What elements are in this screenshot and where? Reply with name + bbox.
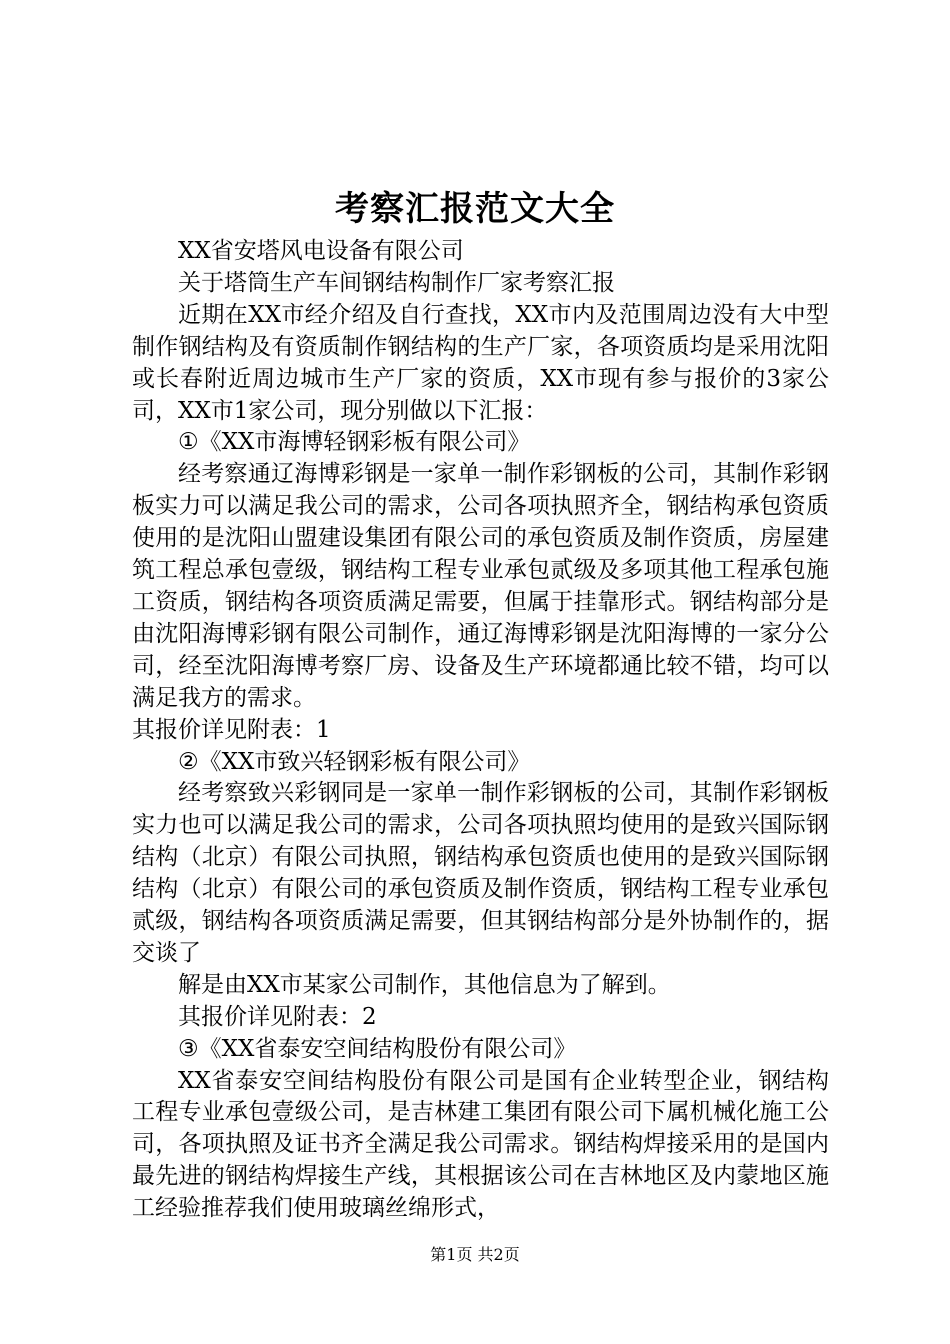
paragraph-body-1: 经考察通辽海博彩钢是一家单一制作彩钢板的公司，其制作彩钢板实力可以满足我公司的需求，公司各项执照齐全，钢结构承包资质使用的是沈阳山盟建设集团有限公司的承包资质及制作资质，房屋建筑工程总承包壹级，钢结构工程专业承包贰级及多项其他工程承包施工资质，钢结构各项资质满足需要，但属于挂靠形式。钢结构部分是由沈阳海博彩钢有限公司制作，通辽海博彩钢是沈阳海博的一家分公司，经至沈阳海博考察厂房、设备及生产环境都通比较不错，均可以满足我方的需求。 xyxy=(132,461,829,711)
paragraph-quote-ref-1: 其报价详见附表：1 xyxy=(132,716,331,743)
paragraph-quote-ref-2: 其报价详见附表：2 xyxy=(178,1003,377,1030)
paragraph-intro: 近期在XX市经介绍及自行查找，XX市内及范围周边没有大中型制作钢结构及有资质制作钢结构的生产厂家，各项资质均是采用沈阳或长春附近周边城市生产厂家的资质，XX市现有参与报价的3家公司，XX市1家公司，现分别做以下汇报： xyxy=(132,301,829,424)
document-title: 考察汇报范文大全 xyxy=(335,189,615,229)
paragraph-body-2-cont: 解是由XX市某家公司制作，其他信息为了解到。 xyxy=(178,971,671,998)
paragraph-body-2: 经考察致兴彩钢同是一家单一制作彩钢板的公司，其制作彩钢板实力也可以满足我公司的需求，公司各项执照均使用的是致兴国际钢结构（北京）有限公司执照，钢结构承包资质也使用的是致兴国际钢结构（北京）有限公司的承包资质及制作资质，钢结构工程专业承包贰级，钢结构各项资质满足需要，但其钢结构部分是外协制作的，据交谈了 xyxy=(132,780,829,966)
paragraph-heading-1: ①《XX市海博轻钢彩板有限公司》 xyxy=(178,429,531,456)
paragraph-heading-3: ③《XX省泰安空间结构股份有限公司》 xyxy=(178,1035,577,1062)
paragraph-report-subject: 关于塔筒生产车间钢结构制作厂家考察汇报 xyxy=(178,269,615,296)
paragraph-company: XX省安塔风电设备有限公司 xyxy=(178,238,464,264)
document-body xyxy=(132,236,829,1225)
paragraph-heading-2: ②《XX市致兴轻钢彩板有限公司》 xyxy=(178,748,531,775)
paragraph-body-3: XX省泰安空间结构股份有限公司是国有企业转型企业，钢结构工程专业承包壹级公司，是吉林建工集团有限公司下属机械化施工公司，各项执照及证书齐全满足我公司需求。钢结构焊接采用的是国内最先进的钢结构焊接生产线，其根据该公司在吉林地区及内蒙地区施工经验推荐我们使用玻璃丝绵形式， xyxy=(132,1067,829,1222)
page-number: 第1页 共2页 xyxy=(430,1245,520,1264)
